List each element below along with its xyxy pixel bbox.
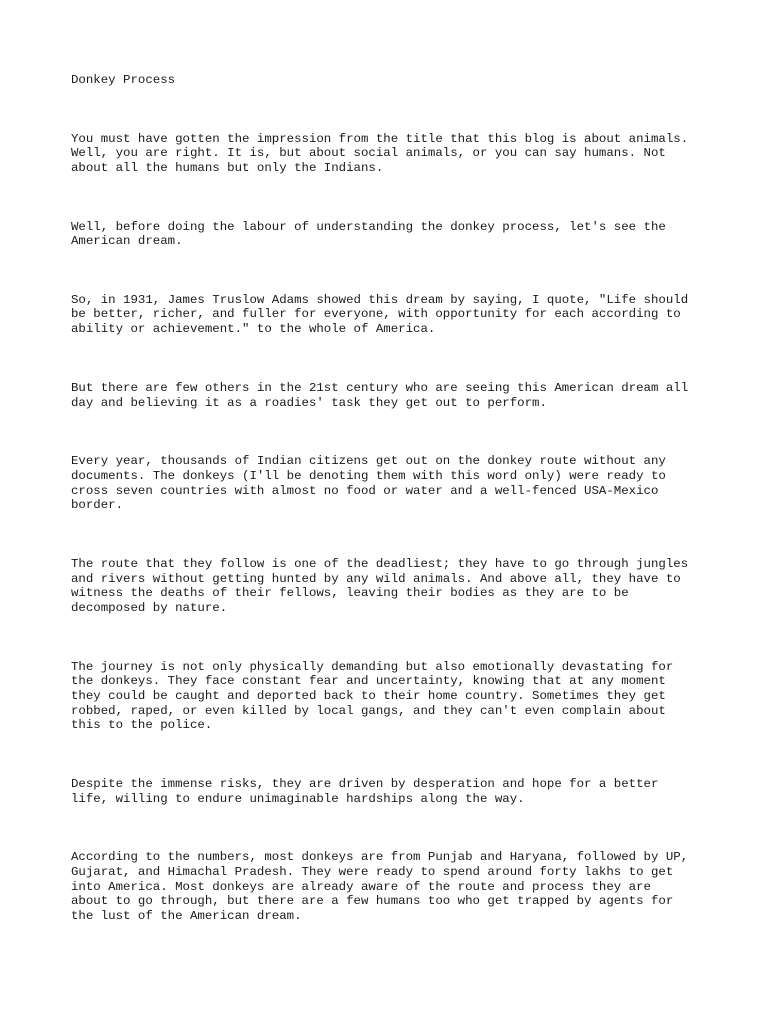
paragraph-2-line-1: Well, before doing the labour of understanding the donkey process, let's see the — [71, 220, 666, 234]
paragraph-7-line-1: The journey is not only physically demanding but also emotionally devastating for — [71, 660, 674, 674]
paragraph-3-line-2: be better, richer, and fuller for everyone, with opportunity for each according to — [71, 307, 681, 321]
paragraph-9-line-4: about to go through, but there are a few humans too who get trapped by agents for — [71, 894, 674, 908]
document-title: Donkey Process — [71, 73, 176, 87]
paragraph-6-line-2: and rivers without getting hunted by any wild animals. And above all, they have to — [71, 572, 681, 586]
paragraph-3-line-3: ability or achievement." to the whole of America. — [71, 322, 436, 336]
paragraph-5-line-2: documents. The donkeys (I'll be denoting them with this word only) were ready to — [71, 469, 666, 483]
paragraph-4-line-2: day and believing it as a roadies' task they get out to perform. — [71, 396, 547, 410]
paragraph-6-line-1: The route that they follow is one of the deadliest; they have to go through jungles — [71, 557, 689, 571]
paragraph-6-line-3: witness the deaths of their fellows, leaving their bodies as they are to be — [71, 586, 629, 600]
paragraph-3-line-1: So, in 1931, James Truslow Adams showed this dream by saying, I quote, "Life should — [71, 293, 689, 307]
paragraph-7-line-5: this to the police. — [71, 718, 213, 732]
paragraph-5-line-3: cross seven countries with almost no food or water and a well-fenced USA-Mexico — [71, 484, 659, 498]
paragraph-4-line-1: But there are few others in the 21st century who are seeing this American dream all — [71, 381, 689, 395]
paragraph-1-line-2: Well, you are right. It is, but about social animals, or you can say humans. Not — [71, 146, 666, 160]
paragraph-9-line-2: Gujarat, and Himachal Pradesh. They were ready to spend around forty lakhs to get — [71, 865, 674, 879]
paragraph-1-line-1: You must have gotten the impression from the title that this blog is about animals. — [71, 132, 689, 146]
paragraph-9-line-5: the lust of the American dream. — [71, 909, 302, 923]
paragraph-9-line-3: into America. Most donkeys are already aware of the route and process they are — [71, 880, 651, 894]
paragraph-7-line-2: the donkeys. They face constant fear and uncertainty, knowing that at any moment — [71, 674, 666, 688]
paragraph-6-line-4: decomposed by nature. — [71, 601, 228, 615]
paragraph-5-line-4: border. — [71, 498, 124, 512]
paragraph-1-line-3: about all the humans but only the Indians. — [71, 161, 384, 175]
paragraph-5-line-1: Every year, thousands of Indian citizens get out on the donkey route without any — [71, 454, 666, 468]
paragraph-7-line-4: robbed, raped, or even killed by local gangs, and they can't even complain about — [71, 704, 666, 718]
paragraph-7-line-3: they could be caught and deported back to their home country. Sometimes they get — [71, 689, 666, 703]
paragraph-9-line-1: According to the numbers, most donkeys are from Punjab and Haryana, followed by UP, — [71, 850, 689, 864]
paragraph-8-line-1: Despite the immense risks, they are driven by desperation and hope for a better — [71, 777, 659, 791]
paragraph-2-line-2: American dream. — [71, 234, 183, 248]
paragraph-8-line-2: life, willing to endure unimaginable hardships along the way. — [71, 792, 525, 806]
